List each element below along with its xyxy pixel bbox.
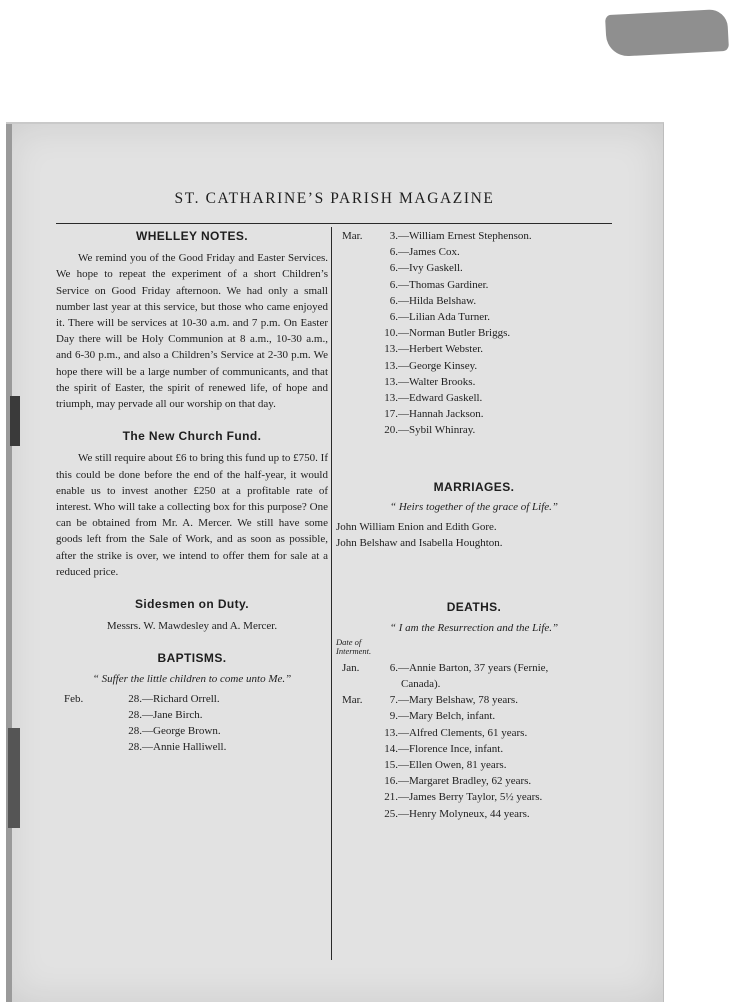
list-item: 13.—George Kinsey. (384, 359, 478, 372)
baptisms-quote: “ Suffer the little children to come unto Me.” (92, 672, 292, 685)
list-item: 17.—Hannah Jackson. (384, 408, 484, 421)
right-column (336, 228, 612, 822)
sidesmen-text: Messrs. W. Mawdesley and A. Mercer. (106, 620, 278, 633)
list-item: 15.—Ellen Owen, 81 years. (384, 759, 507, 772)
list-item: 25.—Henry Molyneux, 44 years. (384, 807, 530, 820)
header-rule (56, 223, 612, 224)
list-item: 6.—Lilian Ada Turner. (389, 311, 490, 324)
church-fund-text: We still require about £6 to bring this fund up to £750. If this could be done before the end of the half-year, it would enable us to invest another £250 at a profitable rate of interest. Who will take a collecting box for this purpose? One can be obtained from Mr. A. Mercer. We still have some goods left from the Sale of Work, and as soon as possible, after the strike is over, we intend to offer them for sale at a reduced price. (56, 452, 328, 578)
list-item: Mar. 3.—William Ernest Stephenson. (342, 230, 532, 242)
baptisms-continued-list (336, 228, 612, 439)
interment-label: Date of (336, 636, 362, 647)
left-column (56, 228, 328, 756)
marriages-list (336, 519, 612, 551)
deaths-list (336, 660, 612, 822)
list-item: John Belshaw and Isabella Houghton. (336, 537, 503, 550)
list-item: 6.—Hilda Belshaw. (389, 294, 477, 307)
list-item: 20.—Sybil Whinray. (384, 424, 476, 437)
list-item: 13.—Edward Gaskell. (384, 392, 483, 405)
column-divider (331, 227, 332, 960)
list-item: 6.—Ivy Gaskell. (389, 262, 463, 275)
list-item: 13.—Walter Brooks. (384, 375, 476, 388)
magazine-title: ST. CATHARINE’S PARISH MAGAZINE (174, 190, 495, 207)
marriages-quote: “ Heirs together of the grace of Life.” (389, 500, 559, 513)
whelley-heading: WHELLEY NOTES. (135, 229, 249, 243)
list-item: 14.—Florence Ince, infant. (384, 742, 504, 755)
list-item: 6.—James Cox. (389, 246, 460, 259)
list-item: John William Enion and Edith Gore. (336, 521, 497, 534)
list-item: 6.—Thomas Gardiner. (389, 278, 489, 291)
whelley-text: We remind you of the Good Friday and Easter Services. We hope to repeat the experiment of a short Children’s Service on Good Friday afternoon. We had only a small number last year at this service, but those who came enjoyed it. There will be services at 10-30 a.m. and 7 p.m. On Easter Day there will be Holy Communion at 8 a.m., 10-30 a.m., and 6-30 p.m., and also a Children’s Service at 2-30 p.m. We hope there will be a large number of communicants, and that the spirit of Easter, the spirit of renewed life, of hope and triumph, may pervade all our worship on that day. (56, 252, 328, 411)
list-item: Mar. 7.—Mary Belshaw, 78 years. (342, 694, 518, 707)
deaths-heading: DEATHS. (446, 600, 502, 615)
interment-label: Interment. (336, 645, 372, 656)
list-item: Feb. 28.—Richard Orrell. (64, 692, 220, 705)
list-item: 9.—Mary Belch, infant. (389, 710, 496, 723)
magazine-page (6, 122, 664, 1002)
list-item: 16.—Margaret Bradley, 62 years. (384, 775, 532, 788)
list-item: 13.—Alfred Clements, 61 years. (384, 726, 528, 739)
list-item: Jan. 6.—Annie Barton, 37 years (Fernie, (342, 661, 549, 674)
list-item: 28.—George Brown. (128, 725, 221, 738)
list-item: 21.—James Berry Taylor, 5½ years. (384, 791, 543, 804)
list-item: 10.—Norman Butler Briggs. (384, 327, 511, 340)
baptisms-heading: BAPTISMS. (157, 651, 227, 666)
list-item: Canada). (401, 678, 441, 691)
binding-tear-mark (8, 728, 20, 828)
staple-mark (10, 396, 20, 446)
church-fund-heading: The New Church Fund. (122, 429, 262, 444)
list-item: 28.—Annie Halliwell. (128, 741, 227, 754)
list-item: 28.—Jane Birch. (128, 709, 203, 722)
baptisms-list (56, 691, 328, 756)
page-binding-edge (6, 124, 12, 1002)
sidesmen-heading: Sidesmen on Duty. (135, 597, 249, 612)
list-item: 13.—Herbert Webster. (384, 343, 484, 356)
deaths-quote: “ I am the Resurrection and the Life.” (389, 621, 559, 634)
marriages-heading: MARRIAGES. (433, 479, 515, 494)
paper-scrap (605, 9, 729, 57)
